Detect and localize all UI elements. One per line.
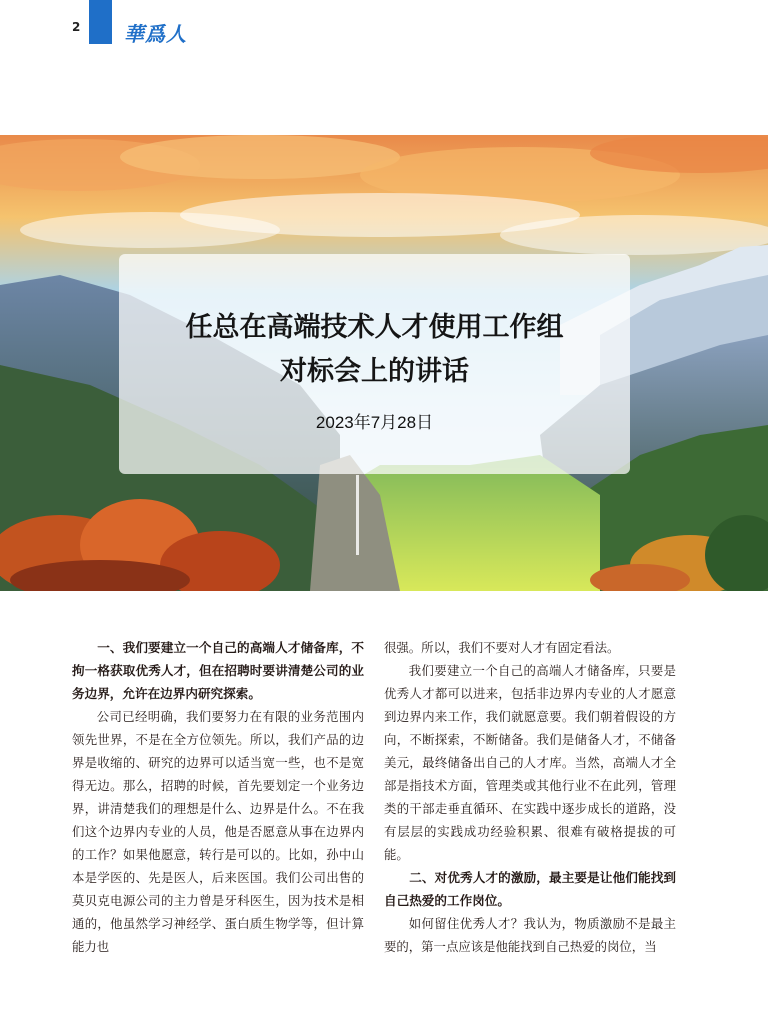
right-column <box>384 636 676 958</box>
paragraph: 公司已经明确，我们要努力在有限的业务范围内领先世界，不是在全方位领先。所以，我们产品的边界是收缩的、研究的边界可以适当宽一些，也不是宽得无边。那么，招聘的时候，首先要划定一个业务边界，讲清楚我们的理想是什么、边界是什么。不在我们这个边界内专业的人员，他是否愿意从事在边界内的工作？如果他愿意，转行是可以的。比如，孙中山本是学医的、先是医人，后来医国。我们公司出售的莫贝克电源公司的主力曾是牙科医生，因为技术是相通的，他虽然学习神经学、蛋白质生物学等，但计算能力也 <box>72 709 364 954</box>
paragraph-continued: 很强。所以，我们不要对人才有固定看法。 <box>384 640 620 655</box>
article-title-line-2: 对标会上的讲话 <box>280 356 469 387</box>
article-title-line-1: 任总在高端技术人才使用工作组 <box>185 312 564 343</box>
title-card <box>119 254 630 474</box>
left-column <box>72 636 364 958</box>
article-date: 2023年7月28日 <box>315 413 434 432</box>
section-heading-2: 二、对优秀人才的激励，最主要是让他们能找到自己热爱的工作岗位。 <box>384 870 676 908</box>
paragraph: 如何留住优秀人才？我认为，物质激励不是最主要的，第一点应该是他能找到自己热爱的岗位，当 <box>384 916 676 954</box>
header-accent-bar <box>89 0 112 44</box>
page-number: 2 <box>72 20 81 34</box>
magazine-logo: 華爲人 <box>124 22 187 46</box>
section-heading-1: 一、我们要建立一个自己的高端人才储备库，不拘一格获取优秀人才，但在招聘时要讲清楚公司的业务边界，允许在边界内研究探索。 <box>72 640 364 701</box>
paragraph: 我们要建立一个自己的高端人才储备库，只要是优秀人才都可以进来，包括非边界内专业的人才愿意到边界内来工作，我们就愿意要。我们朝着假设的方向，不断探索，不断储备。我们是储备人才，不储备美元，最终储备出自己的人才库。当然，高端人才全部是指技术方面，管理类或其他行业不在此列，管理类的干部走垂直循环、在实践中逐步成长的道路，没有层层的实践成功经验积累、很难有破格提拔的可能。 <box>384 663 676 862</box>
